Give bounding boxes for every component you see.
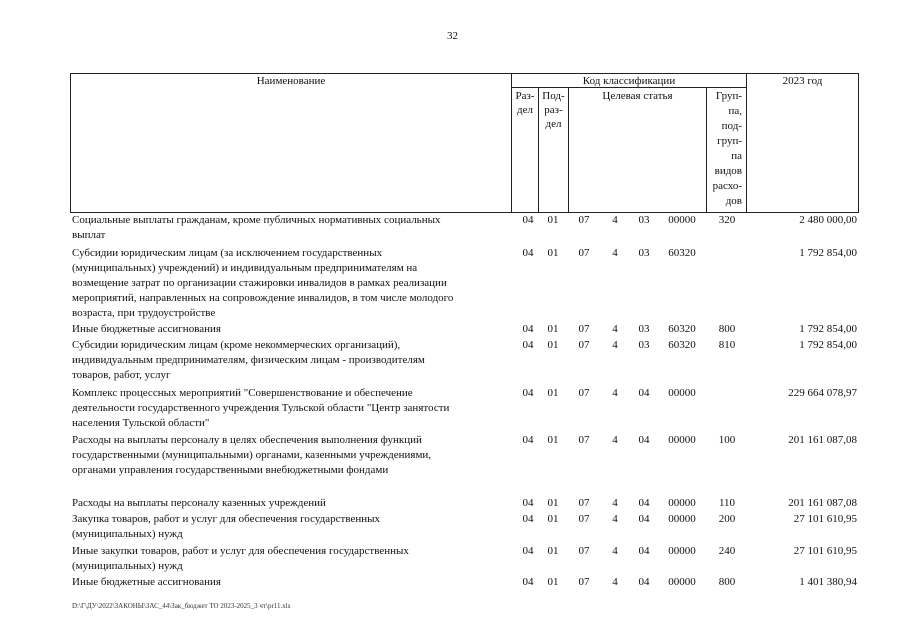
- cell-cs4: 00000: [668, 497, 696, 509]
- cell-cs4: 00000: [668, 214, 696, 226]
- cell-razdel: 04: [522, 323, 534, 335]
- cell-cs4: 00000: [668, 576, 696, 588]
- cell-cs3: 04: [638, 576, 650, 588]
- cell-cs2: 4: [612, 214, 618, 226]
- row-name: Комплекс процессных мероприятий "Совершенствование и обеспечение деятельности государственного учреждения Тульской области "Центр занятости населения Тульской области": [72, 387, 450, 429]
- cell-cs3: 04: [638, 497, 650, 509]
- cell-cs3: 03: [638, 323, 650, 335]
- cell-amount: 201 161 087,08: [788, 434, 857, 446]
- cell-cs1: 07: [578, 247, 590, 259]
- cell-podrazdel: 01: [547, 214, 559, 226]
- cell-razdel: 04: [522, 247, 534, 259]
- cell-amount: 201 161 087,08: [788, 497, 857, 509]
- row-name: Расходы на выплаты персоналу в целях обеспечения выполнения функций государственными (муниципальными) органами, казенными учреждениями, органами управления государственными внебюджетными фондами: [72, 434, 432, 476]
- row-name: Субсидии юридическим лицам (кроме некоммерческих организаций), индивидуальным предпринимателям, физическим лицам - производителям товаров, работ, услуг: [72, 339, 425, 381]
- cell-vid: 200: [718, 513, 736, 525]
- header-kod-cell: [511, 73, 747, 88]
- cell-vid: 100: [718, 434, 736, 446]
- cell-cs3: 04: [638, 434, 650, 446]
- cell-amount: 229 664 078,97: [788, 387, 857, 399]
- cell-vid: 800: [718, 323, 736, 335]
- cell-razdel: 04: [522, 434, 534, 446]
- cell-cs1: 07: [578, 576, 590, 588]
- cell-podrazdel: 01: [547, 247, 559, 259]
- header-year: 2023 год: [782, 75, 823, 87]
- cell-cs4: 00000: [668, 545, 696, 557]
- cell-cs1: 07: [578, 545, 590, 557]
- cell-cs2: 4: [612, 339, 618, 351]
- cell-podrazdel: 01: [547, 497, 559, 509]
- cell-cs2: 4: [612, 387, 618, 399]
- cell-cs3: 04: [638, 387, 650, 399]
- cell-amount: 27 101 610,95: [793, 513, 857, 525]
- cell-razdel: 04: [522, 387, 534, 399]
- cell-cs1: 07: [578, 497, 590, 509]
- cell-amount: 2 480 000,00: [799, 214, 857, 226]
- cell-amount: 1 792 854,00: [799, 323, 857, 335]
- cell-cs3: 04: [638, 513, 650, 525]
- row-name: Расходы на выплаты персоналу казенных учреждений: [72, 497, 326, 509]
- cell-cs4: 00000: [668, 387, 696, 399]
- cell-vid: 800: [718, 576, 736, 588]
- header-vid: Груп- па, под- груп- па видов расхо- дов: [712, 90, 742, 207]
- cell-cs2: 4: [612, 434, 618, 446]
- header-podrazdel: Под- раз- дел: [542, 90, 565, 130]
- cell-podrazdel: 01: [547, 387, 559, 399]
- cell-cs2: 4: [612, 576, 618, 588]
- cell-amount: 27 101 610,95: [793, 545, 857, 557]
- cell-cs1: 07: [578, 513, 590, 525]
- cell-podrazdel: 01: [547, 513, 559, 525]
- cell-cs1: 07: [578, 434, 590, 446]
- header-razdel: Раз- дел: [515, 90, 535, 116]
- cell-vid: 320: [718, 214, 736, 226]
- cell-cs4: 00000: [668, 513, 696, 525]
- cell-amount: 1 792 854,00: [799, 247, 857, 259]
- cell-cs2: 4: [612, 497, 618, 509]
- cell-razdel: 04: [522, 339, 534, 351]
- row-name: Субсидии юридическим лицам (за исключением государственных (муниципальных) учреждений) и индивидуальным предпринимателям на возмещение затрат по организации стажировки инвалидов в рамках реализации мероприятий, направленных на сопровождение инвалидов, в том числе молодого возраста, при трудоустройстве: [72, 247, 454, 319]
- cell-cs1: 07: [578, 387, 590, 399]
- cell-cs3: 03: [638, 214, 650, 226]
- cell-razdel: 04: [522, 513, 534, 525]
- header-kod: Код классификации: [582, 75, 676, 87]
- header-year-cell: [746, 73, 859, 213]
- cell-cs1: 07: [578, 214, 590, 226]
- cell-podrazdel: 01: [547, 339, 559, 351]
- row-name: Иные закупки товаров, работ и услуг для обеспечения государственных (муниципальных) нужд: [72, 545, 409, 572]
- cell-podrazdel: 01: [547, 323, 559, 335]
- cell-podrazdel: 01: [547, 545, 559, 557]
- page-number: 32: [447, 30, 458, 42]
- cell-podrazdel: 01: [547, 576, 559, 588]
- cell-razdel: 04: [522, 214, 534, 226]
- row-name: Иные бюджетные ассигнования: [72, 576, 221, 588]
- cell-cs2: 4: [612, 545, 618, 557]
- row-name: Социальные выплаты гражданам, кроме публичных нормативных социальных выплат: [72, 214, 441, 241]
- footer-file-path: D:\Г\ДУ\2022\ЗАКОНЫ\ЗАС_44\Зак_бюджет ТО 2023-2025_3 чт\pr11.xls: [72, 602, 291, 610]
- cell-amount: 1 401 380,94: [799, 576, 857, 588]
- cell-cs1: 07: [578, 339, 590, 351]
- cell-amount: 1 792 854,00: [799, 339, 857, 351]
- cell-cs2: 4: [612, 323, 618, 335]
- cell-razdel: 04: [522, 576, 534, 588]
- header-name-cell: [70, 73, 512, 213]
- cell-podrazdel: 01: [547, 434, 559, 446]
- cell-vid: 810: [718, 339, 736, 351]
- cell-cs4: 00000: [668, 434, 696, 446]
- header-celevaya: Целевая статья: [602, 90, 673, 102]
- cell-vid: 110: [718, 497, 736, 509]
- row-name: Закупка товаров, работ и услуг для обеспечения государственных (муниципальных) нужд: [72, 513, 381, 540]
- cell-cs3: 03: [638, 339, 650, 351]
- cell-cs4: 60320: [668, 323, 696, 335]
- cell-cs1: 07: [578, 323, 590, 335]
- row-name: Иные бюджетные ассигнования: [72, 323, 221, 335]
- cell-cs2: 4: [612, 513, 618, 525]
- cell-cs4: 60320: [668, 339, 696, 351]
- header-name: Наименование: [256, 75, 326, 87]
- cell-cs3: 04: [638, 545, 650, 557]
- cell-cs3: 03: [638, 247, 650, 259]
- cell-vid: 240: [718, 545, 736, 557]
- cell-cs4: 60320: [668, 247, 696, 259]
- cell-cs2: 4: [612, 247, 618, 259]
- cell-razdel: 04: [522, 497, 534, 509]
- cell-razdel: 04: [522, 545, 534, 557]
